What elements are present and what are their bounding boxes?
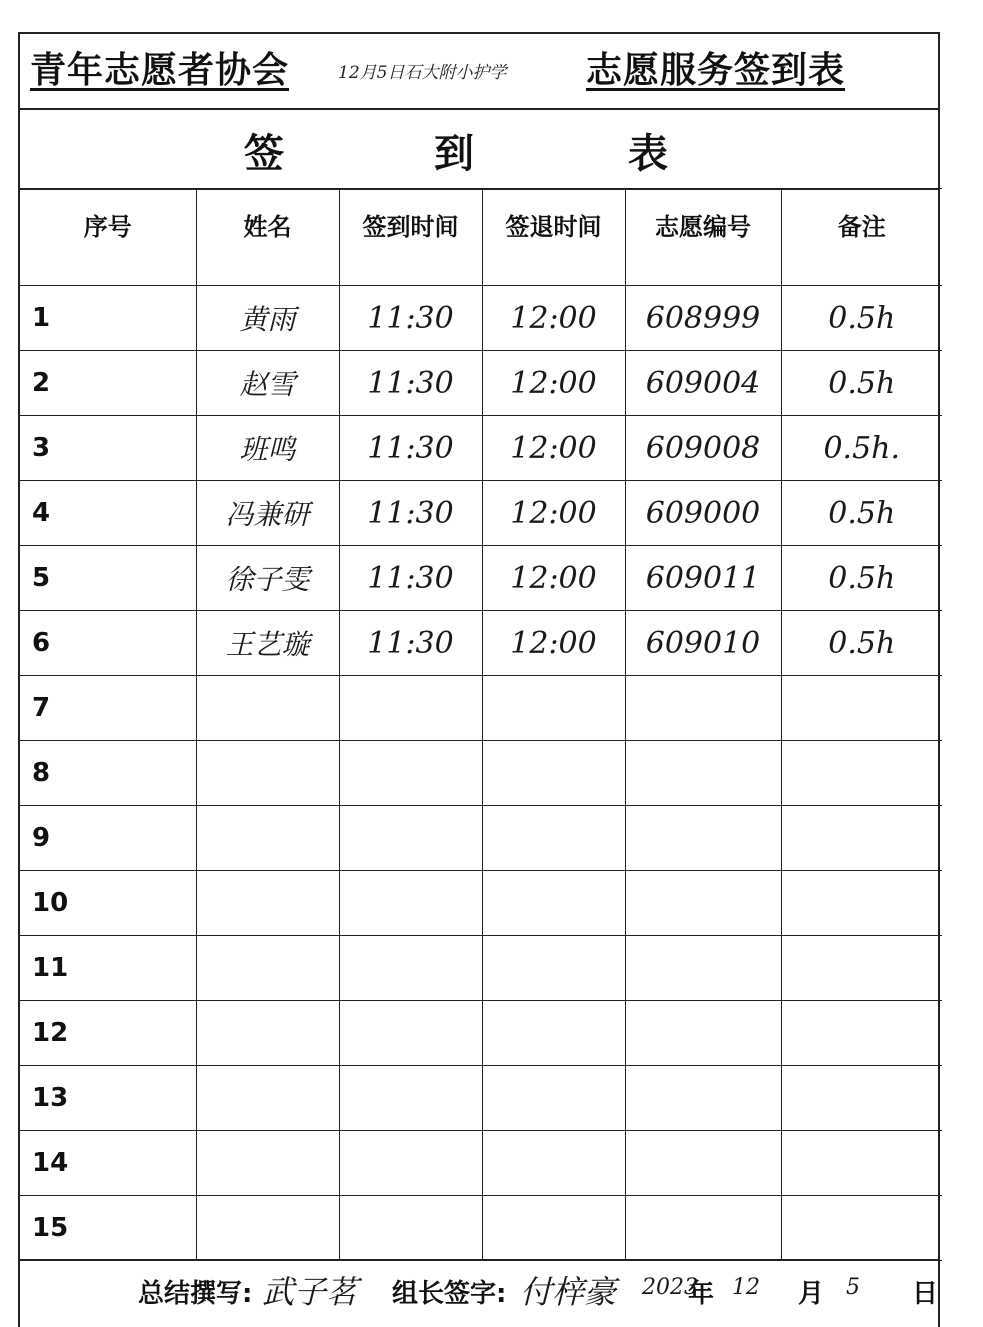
- row-number: 1: [20, 286, 196, 351]
- row-number: 4: [20, 481, 196, 546]
- summary-author-signature: 武子茗: [262, 1273, 359, 1311]
- row-checkout: [482, 1001, 625, 1066]
- row-checkout: 12:00: [482, 611, 625, 676]
- row-remarks: [781, 871, 942, 936]
- table-row: [20, 936, 942, 1001]
- row-name: [196, 741, 339, 806]
- row-number: 3: [20, 416, 196, 481]
- column-header-checkin: 签到时间: [339, 189, 482, 286]
- row-checkout: [482, 936, 625, 1001]
- row-name: 冯兼研: [196, 481, 339, 546]
- table-row: [20, 546, 942, 611]
- sheet-footer: [20, 1259, 938, 1327]
- row-name: [196, 1066, 339, 1131]
- table-row: [20, 351, 942, 416]
- row-checkin: 11:30: [339, 611, 482, 676]
- team-leader-label: 组长签字:: [392, 1279, 507, 1309]
- row-volunteer-id: [625, 1196, 781, 1261]
- row-volunteer-id: [625, 1066, 781, 1131]
- row-remarks: 0.5h: [781, 481, 942, 546]
- row-checkout: [482, 676, 625, 741]
- row-checkin: 11:30: [339, 416, 482, 481]
- row-name: [196, 1131, 339, 1196]
- table-row: [20, 1001, 942, 1066]
- row-volunteer-id: [625, 741, 781, 806]
- row-checkin: 11:30: [339, 546, 482, 611]
- date-year-label: 年: [688, 1279, 715, 1309]
- attendance-table: [20, 188, 942, 1261]
- row-checkin: 11:30: [339, 481, 482, 546]
- row-volunteer-id: 609000: [625, 481, 781, 546]
- big-title-char-3: 表: [628, 131, 668, 177]
- row-number: 2: [20, 351, 196, 416]
- row-remarks: [781, 676, 942, 741]
- summary-author-label: 总结撰写:: [138, 1279, 253, 1309]
- table-row: [20, 741, 942, 806]
- row-name: 徐子雯: [196, 546, 339, 611]
- form-title: 志愿服务签到表: [586, 50, 846, 91]
- row-number: 8: [20, 741, 196, 806]
- row-number: 5: [20, 546, 196, 611]
- date-year-value: 2023: [642, 1275, 698, 1300]
- row-remarks: [781, 1131, 942, 1196]
- row-volunteer-id: [625, 871, 781, 936]
- row-checkin: [339, 806, 482, 871]
- date-day-value: 5: [846, 1275, 860, 1300]
- row-remarks: 0.5h.: [781, 416, 942, 481]
- row-checkout: 12:00: [482, 481, 625, 546]
- table-row: [20, 806, 942, 871]
- column-header-remarks: 备注: [781, 189, 942, 286]
- row-checkin: [339, 1196, 482, 1261]
- row-checkout: [482, 806, 625, 871]
- column-header-name: 姓名: [196, 189, 339, 286]
- row-name: [196, 806, 339, 871]
- row-number: 12: [20, 1001, 196, 1066]
- big-title-char-2: 到: [434, 131, 474, 177]
- team-leader-signature: 付梓豪: [520, 1273, 617, 1311]
- row-remarks: [781, 741, 942, 806]
- row-volunteer-id: 608999: [625, 286, 781, 351]
- row-checkout: [482, 741, 625, 806]
- row-number: 13: [20, 1066, 196, 1131]
- row-remarks: [781, 806, 942, 871]
- row-checkin: [339, 936, 482, 1001]
- row-volunteer-id: 609011: [625, 546, 781, 611]
- sign-in-sheet: [18, 32, 940, 1327]
- table-row: [20, 1131, 942, 1196]
- row-name: 赵雪: [196, 351, 339, 416]
- row-checkin: 11:30: [339, 351, 482, 416]
- row-name: [196, 676, 339, 741]
- row-remarks: [781, 1196, 942, 1261]
- table-row: [20, 1066, 942, 1131]
- table-row: [20, 481, 942, 546]
- row-checkout: 12:00: [482, 546, 625, 611]
- table-row: [20, 286, 942, 351]
- row-volunteer-id: 609004: [625, 351, 781, 416]
- row-volunteer-id: [625, 676, 781, 741]
- row-checkout: 12:00: [482, 416, 625, 481]
- row-name: [196, 871, 339, 936]
- sheet-big-title: [20, 110, 938, 190]
- row-name: 黄雨: [196, 286, 339, 351]
- column-header-checkout: 签退时间: [482, 189, 625, 286]
- organization-title: 青年志愿者协会: [30, 50, 290, 91]
- table-row: [20, 871, 942, 936]
- row-checkin: [339, 871, 482, 936]
- row-number: 10: [20, 871, 196, 936]
- column-header-number: 序号: [20, 189, 196, 286]
- table-row: [20, 1196, 942, 1261]
- row-remarks: 0.5h: [781, 351, 942, 416]
- row-number: 15: [20, 1196, 196, 1261]
- column-header-volunteer-id: 志愿编号: [625, 189, 781, 286]
- row-volunteer-id: [625, 1001, 781, 1066]
- row-name: [196, 936, 339, 1001]
- row-number: 6: [20, 611, 196, 676]
- row-checkin: [339, 676, 482, 741]
- row-checkout: 12:00: [482, 351, 625, 416]
- row-name: [196, 1001, 339, 1066]
- row-name: 王艺璇: [196, 611, 339, 676]
- date-month-value: 12: [732, 1275, 760, 1300]
- date-month-label: 月: [798, 1279, 825, 1309]
- table-header-row: [20, 189, 942, 286]
- table-row: [20, 676, 942, 741]
- row-checkout: [482, 871, 625, 936]
- row-volunteer-id: [625, 936, 781, 1001]
- row-volunteer-id: [625, 1131, 781, 1196]
- row-checkin: [339, 1131, 482, 1196]
- row-checkout: 12:00: [482, 286, 625, 351]
- row-remarks: 0.5h: [781, 546, 942, 611]
- row-volunteer-id: [625, 806, 781, 871]
- row-number: 14: [20, 1131, 196, 1196]
- row-volunteer-id: 609008: [625, 416, 781, 481]
- table-row: [20, 416, 942, 481]
- row-checkout: [482, 1196, 625, 1261]
- big-title-char-1: 签: [244, 131, 284, 177]
- row-remarks: 0.5h: [781, 611, 942, 676]
- row-checkin: [339, 1066, 482, 1131]
- row-name: 班鸣: [196, 416, 339, 481]
- row-number: 9: [20, 806, 196, 871]
- row-number: 7: [20, 676, 196, 741]
- row-checkout: [482, 1131, 625, 1196]
- row-volunteer-id: 609010: [625, 611, 781, 676]
- row-remarks: [781, 1001, 942, 1066]
- row-number: 11: [20, 936, 196, 1001]
- table-row: [20, 611, 942, 676]
- row-checkin: [339, 1001, 482, 1066]
- date-day-label: 日: [912, 1279, 939, 1309]
- row-remarks: [781, 1066, 942, 1131]
- row-checkout: [482, 1066, 625, 1131]
- row-name: [196, 1196, 339, 1261]
- handwritten-event-note: 12月5日石大附小护学: [338, 63, 507, 83]
- row-checkin: [339, 741, 482, 806]
- row-remarks: 0.5h: [781, 286, 942, 351]
- sheet-header: [20, 34, 938, 110]
- row-checkin: 11:30: [339, 286, 482, 351]
- row-remarks: [781, 936, 942, 1001]
